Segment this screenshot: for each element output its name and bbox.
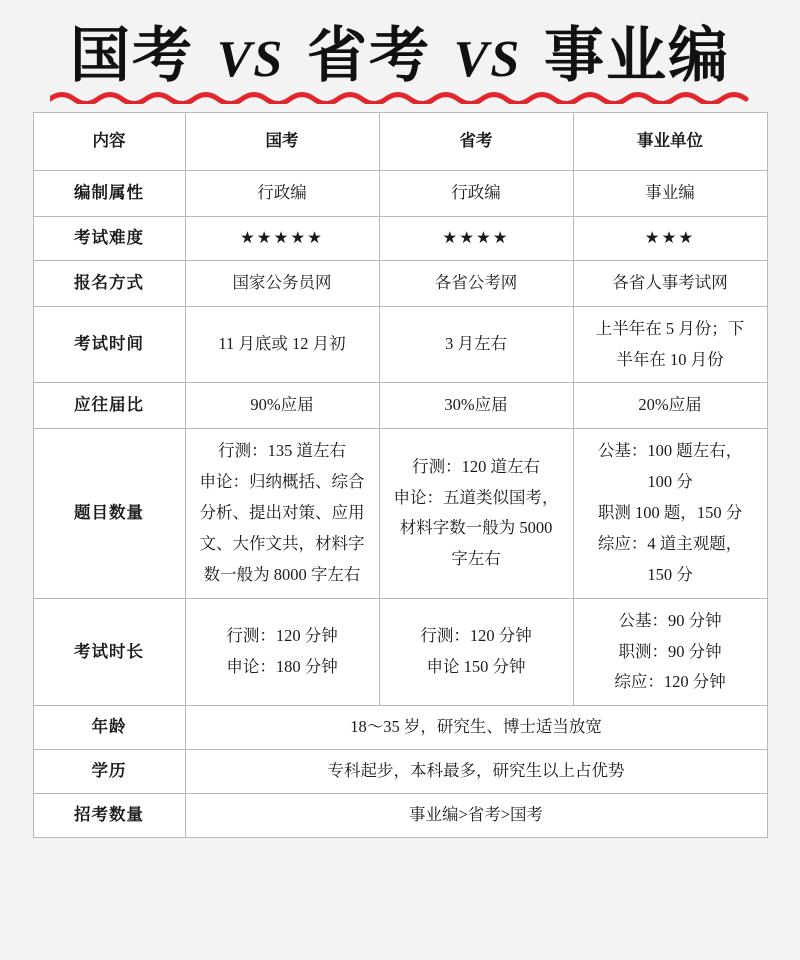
cell-line: 申论：归纳概括、综合 [199, 472, 365, 492]
difficulty-stars: ★★★ [573, 216, 767, 260]
cell-line: 文、大作文共，材料字 [199, 533, 365, 553]
cell-line: 申论 150 分钟 [426, 656, 526, 676]
table-cell [185, 260, 379, 306]
row-label: 报名方式 [33, 260, 185, 306]
cell-line: 各省公考网 [434, 272, 518, 292]
comparison-table [33, 112, 768, 838]
row-label: 招考数量 [33, 794, 185, 838]
table-row [33, 260, 767, 306]
table-cell-merged: 事业编>省考>国考 [185, 794, 767, 838]
cell-line: 半年在 10 月份 [616, 349, 724, 369]
column-header-content: 内容 [33, 113, 185, 171]
table-cell [185, 171, 379, 217]
table-cell [379, 598, 573, 706]
cell-line: 行政编 [451, 183, 501, 202]
table-cell [379, 383, 573, 429]
cell-line: 字左右 [451, 549, 501, 569]
title-part-1: 国考 [70, 22, 195, 89]
cell-line: 150 分 [647, 564, 693, 584]
table-row [33, 750, 767, 794]
cell-line: 20%应届 [638, 395, 702, 415]
table-cell [573, 429, 767, 598]
table-cell [379, 306, 573, 383]
table-cell [185, 383, 379, 429]
difficulty-stars: ★★★★★ [185, 216, 379, 260]
title-vs-1: VS [216, 31, 285, 88]
cell-line: 上半年在 5 月份；下 [595, 318, 745, 338]
table-cell [573, 171, 767, 217]
cell-line: 90%应届 [250, 395, 314, 415]
cell-line: 数一般为 8000 字左右 [203, 564, 361, 584]
squiggle-underline-icon [50, 90, 750, 104]
page-title-text [64, 22, 736, 89]
table-header-row [33, 113, 767, 171]
table-row [33, 383, 767, 429]
table-cell [379, 429, 573, 598]
cell-line: 行测：135 道左右 [218, 441, 346, 461]
table-row [33, 598, 767, 706]
table-row [33, 429, 767, 598]
table-header [33, 113, 767, 171]
table-cell [573, 306, 767, 383]
table-cell [573, 598, 767, 706]
column-header-shengkao: 省考 [379, 113, 573, 171]
table-cell [185, 306, 379, 383]
table-cell [573, 383, 767, 429]
cell-line: 申论：五道类似国考， [393, 487, 559, 507]
row-label: 考试难度 [33, 216, 185, 260]
difficulty-stars: ★★★★ [379, 216, 573, 260]
cell-line: 国家公务员网 [232, 272, 332, 292]
table-cell [573, 260, 767, 306]
table-cell [185, 598, 379, 706]
table-body [33, 171, 767, 838]
column-header-guokao: 国考 [185, 113, 379, 171]
cell-line: 公基：90 分钟 [618, 610, 722, 630]
table-cell [379, 260, 573, 306]
title-vs-2: VS [453, 31, 522, 88]
table-row [33, 216, 767, 260]
page-title [0, 0, 800, 112]
cell-line: 综应：120 分钟 [614, 672, 726, 692]
cell-line: 材料字数一般为 5000 [399, 518, 553, 538]
bottom-fade-overlay [0, 926, 800, 960]
table-row [33, 706, 767, 750]
cell-line: 行测：120 道左右 [412, 456, 540, 476]
title-part-2: 省考 [307, 22, 431, 89]
cell-line: 分析、提出对策、应用 [199, 503, 365, 522]
row-label: 年龄 [33, 706, 185, 750]
cell-line: 职测 100 题，150 分 [597, 503, 743, 522]
table-cell-merged: 专科起步，本科最多，研究生以上占优势 [185, 750, 767, 794]
table-row [33, 171, 767, 217]
table-cell [185, 429, 379, 598]
table-cell-merged: 18～35 岁，研究生、博士适当放宽 [185, 706, 767, 750]
cell-line: 事业编 [645, 183, 695, 202]
table-row [33, 794, 767, 838]
row-label: 考试时长 [33, 598, 185, 706]
table-cell [379, 171, 573, 217]
row-label: 考试时间 [33, 306, 185, 383]
cell-line: 行测：120 分钟 [226, 626, 338, 646]
row-label: 应往届比 [33, 383, 185, 429]
cell-line: 公基：100 题左右， [597, 441, 743, 461]
cell-line: 行政编 [257, 183, 307, 202]
cell-line: 3 月左右 [445, 334, 507, 354]
cell-line: 综应：4 道主观题， [597, 533, 743, 553]
row-label: 编制属性 [33, 171, 185, 217]
row-label: 题目数量 [33, 429, 185, 598]
row-label: 学历 [33, 750, 185, 794]
column-header-shiyedanwei: 事业单位 [573, 113, 767, 171]
cell-line: 各省人事考试网 [612, 272, 728, 292]
title-part-3: 事业编 [543, 22, 730, 89]
cell-line: 职测：90 分钟 [618, 641, 722, 661]
cell-line: 申论：180 分钟 [226, 656, 338, 676]
cell-line: 11 月底或 12 月初 [218, 334, 346, 354]
cell-line: 100 分 [647, 472, 693, 492]
table-row [33, 306, 767, 383]
cell-line: 30%应届 [444, 395, 508, 415]
cell-line: 行测：120 分钟 [420, 626, 532, 646]
